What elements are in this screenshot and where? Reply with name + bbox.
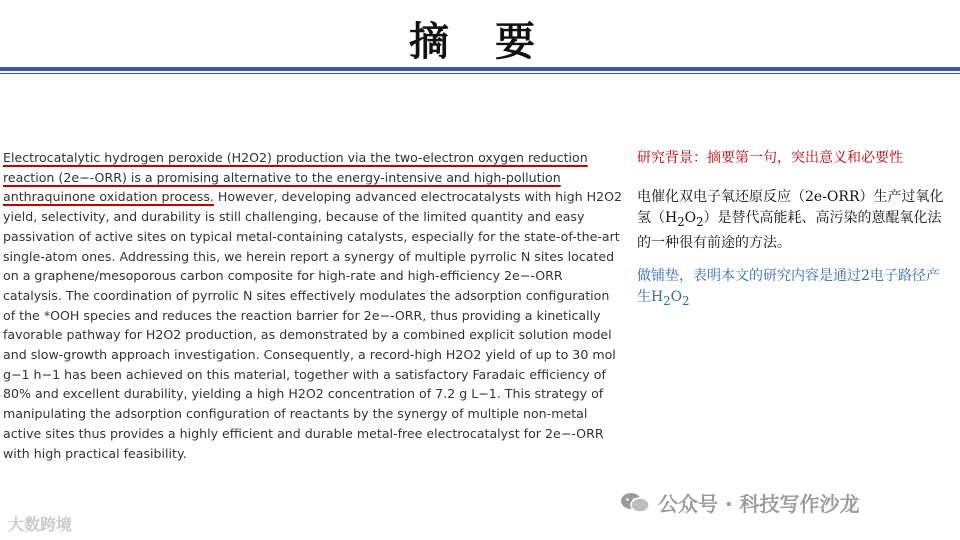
note-purpose [637, 266, 949, 312]
watermark-right [620, 488, 860, 517]
note-translation-text-b: O [684, 210, 697, 226]
note-translation-sub2: 2 [696, 214, 704, 229]
note-translation [637, 187, 949, 254]
note-translation-text-a: 电催化双电子氧还原反应（2e-ORR）生产过氧化氢（H [637, 189, 944, 226]
note-purpose-sub1: 2 [663, 293, 671, 308]
title-divider-thick [0, 67, 960, 71]
note-background: 研究背景：摘要第一句，突出意义和必要性 [637, 150, 903, 166]
annotation-panel [637, 148, 949, 312]
title-divider-thin [0, 73, 960, 74]
abstract-rest: However, developing advanced electrocatalysts with high H2O2 yield, selectivity, and durability is still challenging, because of the limited quantity and easy passivation of active sites on typical metal-containing catalysts, especially for the state-of-the-art single-atom ones. Addressing this, we herein report a synergy of multiple pyrrolic N sites located on a graphene/mesoporous carbon composite for high-rate and high-efficiency 2e−-ORR catalysis. The coordination of pyrrolic N sites effectively modulates the adsorption configuration of the *OOH species and reduces the reaction barrier for 2e−-ORR, thus providing a kinetically favorable pathway for H2O2 production, as demonstrated by a combined explicit solution model and slow-growth approach investigation. Consequently, a record-high H2O2 yield of up to 30 mol g−1 h−1 has been achieved on this material, together with a satisfactory Faradaic efficiency of 80% and excellent durability, yielding a high H2O2 concentration of 7.2 g L−1. This strategy of manipulating the adsorption configuration of reactants by the synergy of multiple non-metal active sites thus provides a highly efficient and durable metal-free electrocatalyst for 2e−-ORR with high practical feasibility. [3, 189, 623, 461]
wechat-icon [620, 492, 650, 514]
note-purpose-sub2: 2 [682, 293, 690, 308]
abstract-text [3, 148, 623, 463]
note-translation-sub1: 2 [677, 214, 685, 229]
watermark-left: 大数跨境 [8, 515, 73, 534]
watermark-right-text: 公众号 · 科技写作沙龙 [658, 492, 860, 516]
note-translation-text-c: ）是替代高能耗、高污染的蒽醌氧化法的一种很有前途的方法。 [637, 210, 942, 251]
page-title: 摘 要 [409, 18, 551, 65]
abstract-underlined-sentence: Electrocatalytic hydrogen peroxide (H2O2) production via the two-electron oxygen reduction reaction (2e−-ORR) is a promising alternative to the energy-intensive and high-pollution anthraquinone oxidation process. [3, 150, 588, 205]
note-purpose-text-a: 做铺垫，表明本文的研究内容是通过2电子路径产生H [637, 267, 940, 305]
note-purpose-text-b: O [670, 288, 683, 305]
